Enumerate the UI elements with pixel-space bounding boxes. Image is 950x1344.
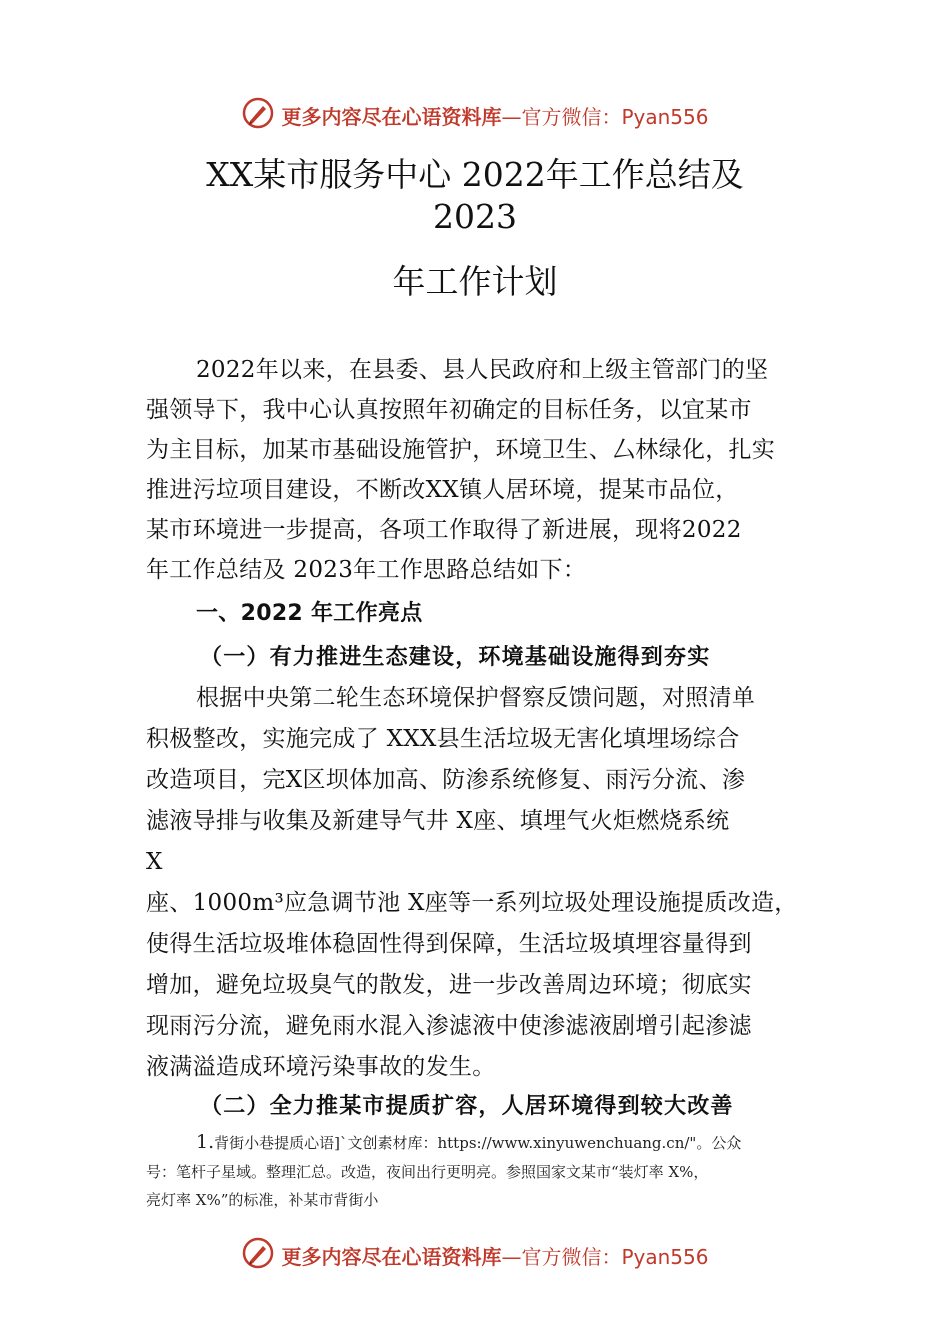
body-line: 座、1000m³应急调节池 X座等一系列垃圾处理设施提质改造， [146,890,798,916]
body-line: 使得生活垃圾堆体稳固性得到保障，生活垃圾填埋容量得到 [146,931,752,957]
body-line: 2022年以来，在县委、县人民政府和上级主管部门的坚 [196,357,769,383]
footnote-line1 [196,1128,741,1157]
pen-logo-icon [241,1236,275,1275]
body-line: 年工作总结及 2023年工作思路总结如下： [146,557,587,583]
banner-text-main: 更多内容尽在心语资料库 [281,1245,502,1269]
footnote-number: 1. [196,1131,215,1153]
footnote-line2: 号：笔杆子星域。整理汇总。改造，夜间出行更明亮。参照国家文某市“装灯率 X%， [146,1163,709,1181]
body-line: 滤液导排与收集及新建导气井 X座、填埋气火炬燃烧系统 [146,808,730,834]
subsection-heading: （二）全力推某市提质扩容，人居环境得到较大改善 [200,1093,734,1119]
body-line: X [146,849,163,875]
body-line: 液满溢造成环境污染事故的发生。 [146,1054,496,1080]
body-line: 为主目标，加某市基础设施管护，环境卫生、厶林绿化，扎实 [146,437,776,463]
footnote-line3: 亮灯率 X%”的标准，补某市背街小 [146,1191,379,1209]
document-title-line2: 2023 [433,197,517,236]
body-line: 积极整改，实施完成了 XXX县生活垃圾无害化填埋场综合 [146,726,740,752]
body-line: 根据中央第二轮生态环境保护督察反馈问题，对照清单 [196,685,756,711]
body-line: 增加，避免垃圾臭气的散发，进一步改善周边环境；彻底实 [146,972,752,998]
document-title-line3: 年工作计划 [392,262,558,301]
body-line: 推进污垃项目建设，不断改XX镇人居环境，提某市品位， [146,477,739,503]
header-banner [0,96,950,135]
body-line: 强领导下，我中心认真按照年初确定的目标任务，以宜某市 [146,397,752,423]
banner-text-wechat: —官方微信：Pyan556 [501,1245,709,1269]
footnote-text: 背街小巷提质心语]`文创素材库：https://www.xinyuwenchuang.cn/"。公众 [214,1134,742,1152]
body-line: 改造项目，完X区坝体加高、防渗系统修复、雨污分流、渗 [146,767,746,793]
document-title-line1: XX某市服务中心 2022年工作总结及 [206,155,744,194]
footer-banner [0,1236,950,1275]
subsection-heading: （一）有力推进生态建设，环境基础设施得到夯实 [200,644,711,670]
section-heading: 一、2022 年工作亮点 [196,601,423,626]
body-line: 现雨污分流，避免雨水混入渗滤液中使渗滤液剧增引起渗滤 [146,1013,752,1039]
pen-logo-icon [241,96,275,135]
banner-text-main: 更多内容尽在心语资料库 [281,105,502,129]
body-line: 某市环境进一步提高，各项工作取得了新进展，现将2022 [146,517,742,543]
banner-text-wechat: —官方微信：Pyan556 [501,105,709,129]
